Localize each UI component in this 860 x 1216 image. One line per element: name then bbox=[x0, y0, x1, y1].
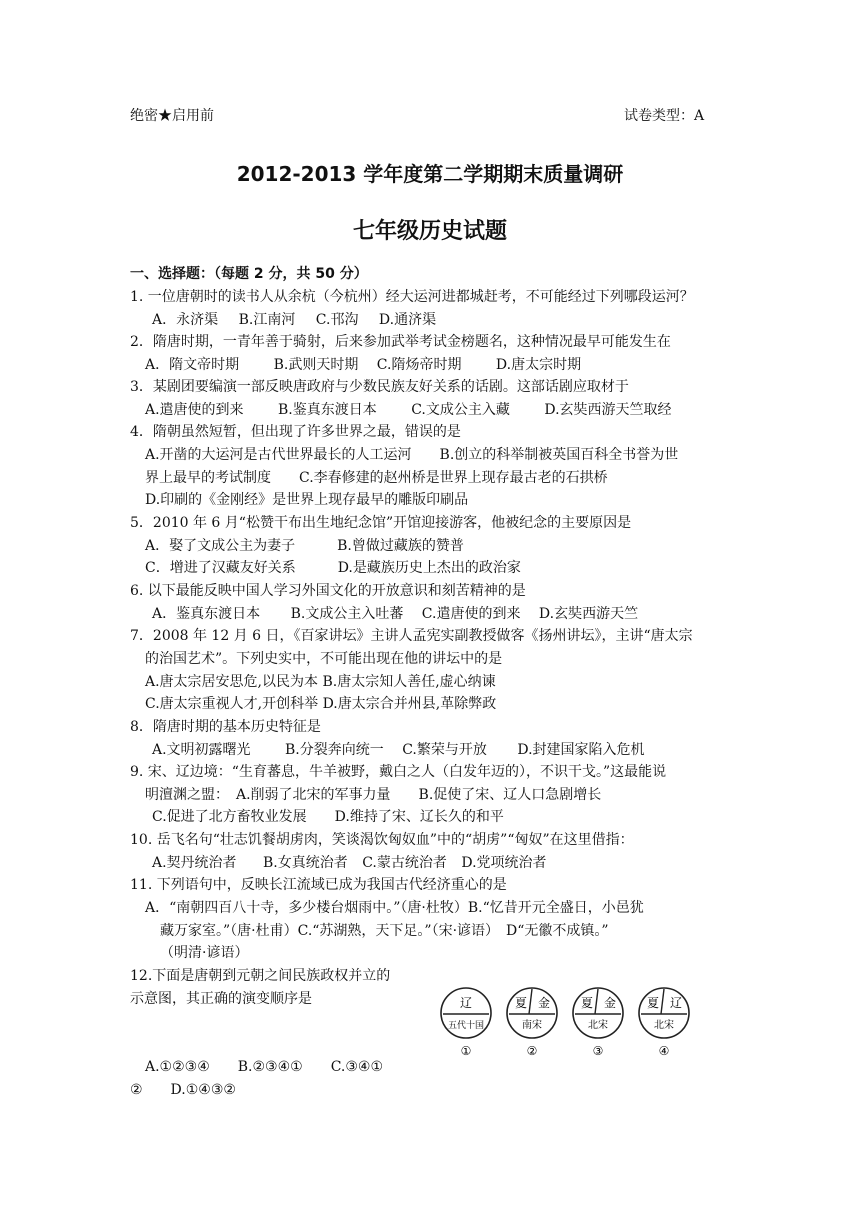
question-12-line-2: ② D.①④③② bbox=[130, 1082, 236, 1098]
question-10-options bbox=[152, 853, 563, 873]
exam-subtitle: 七年级历史试题 bbox=[352, 219, 507, 244]
exam-title: 2012-2013 学年度第二学期期末质量调研 bbox=[236, 162, 624, 186]
question-6-options bbox=[152, 604, 654, 624]
question-11-stem: 11. 下列语句中，反映长江流域已成为我国古代经济重心的是 bbox=[130, 877, 507, 893]
question-4-line-2: 界上最早的考试制度 C.李春修建的赵州桥是世界上现存最古老的石拱桥 bbox=[145, 470, 608, 486]
option-b: B.武则天时期 bbox=[273, 357, 359, 373]
question-5-line-1: A．娶了文成公主为妻子 B.曾做过藏族的赞普 bbox=[145, 538, 464, 554]
diagram-top-label: 辽 bbox=[459, 996, 473, 1010]
question-7-line-2: C.唐太宗重视人才,开创科举 D.唐太宗合并州县,革除弊政 bbox=[145, 696, 497, 712]
question-8-stem: 8．隋唐时期的基本历史特征是 bbox=[130, 719, 321, 735]
diagram-top-label: 夏 bbox=[514, 996, 528, 1010]
question-9-stem: 9. 宋、辽边境：“生育蕃息，牛羊被野，戴白之人（白发年迈的），不识干戈。”这最能说 bbox=[130, 764, 667, 780]
diagram-top-label: 金 bbox=[537, 996, 551, 1010]
option-c: C.隋炀帝时期 bbox=[376, 357, 462, 373]
option-d: D.玄奘西游天竺 bbox=[538, 606, 639, 622]
diagram-top-label: 金 bbox=[603, 996, 617, 1010]
option-d: D.唐太宗时期 bbox=[495, 357, 582, 373]
option-c: C.文成公主入藏 bbox=[411, 402, 510, 418]
option-c: C.遣唐使的到来 bbox=[421, 606, 521, 622]
option-c: C.蒙古统治者 bbox=[362, 855, 447, 871]
option-c: C.邗沟 bbox=[315, 312, 359, 328]
diagram-top-label: 辽 bbox=[669, 996, 683, 1010]
question-5-line-2: C．增进了汉藏友好关系 D.是藏族历史上杰出的政治家 bbox=[145, 560, 521, 576]
diagram-number: ③ bbox=[592, 1044, 604, 1057]
option-b: B.分裂奔向统一 bbox=[285, 742, 384, 758]
question-7-stem: 7．2008 年 12 月 6 日，《百家讲坛》主讲人孟宪实副教授做客《扬州讲坛》，主讲“唐太宗 bbox=[130, 628, 693, 644]
question-12-stem: 12.下面是唐朝到元朝之间民族政权并立的 bbox=[130, 968, 391, 984]
option-a: A．永济渠 bbox=[152, 312, 219, 328]
question-5-stem: 5．2010 年 6 月“松赞干布出生地纪念馆”开馆迎接游客，他被纪念的主要原因是 bbox=[130, 515, 632, 531]
option-d: D.封建国家陷入危机 bbox=[517, 742, 645, 758]
option-a: A.文明初露曙光 bbox=[152, 742, 251, 758]
diagram-number: ④ bbox=[658, 1044, 670, 1057]
diagram-bottom-label: 北宋 bbox=[588, 1020, 608, 1031]
question-12-stem-2: 示意图，其正确的演变顺序是 bbox=[130, 991, 312, 1007]
option-d: D.通济渠 bbox=[378, 312, 437, 328]
option-b: B.文成公主入吐蕃 bbox=[290, 606, 404, 622]
diagram-number: ① bbox=[460, 1044, 472, 1057]
question-7-line-1: A.唐太宗居安思危,以民为本 B.唐太宗知人善任,虚心纳谏 bbox=[145, 674, 496, 690]
option-d: D.党项统治者 bbox=[461, 855, 547, 871]
question-4-line-3: D.印刷的《金刚经》是世界上现存最早的雕版印刷品 bbox=[145, 492, 469, 508]
diagram-bottom-label: 五代十国 bbox=[447, 1021, 485, 1031]
question-1-options bbox=[152, 310, 452, 330]
option-c: C.繁荣与开放 bbox=[402, 742, 487, 758]
question-4-stem: 4．隋朝虽然短暂，但出现了许多世界之最，错误的是 bbox=[130, 424, 461, 440]
question-6-stem: 6. 以下最能反映中国人学习外国文化的开放意识和刻苦精神的是 bbox=[130, 583, 526, 599]
option-a: A．隋文帝时期 bbox=[145, 357, 240, 373]
question-9-line-1: C.促进了北方畜牧业发展 D.维持了宋、辽长久的和平 bbox=[152, 809, 504, 825]
question-2-stem: 2．隋唐时期，一青年善于骑射，后来参加武举考试金榜题名，这种情况最早可能发生在 bbox=[130, 334, 671, 350]
section-heading: 一、选择题：（每题 2 分，共 50 分） bbox=[130, 266, 368, 282]
exam-header-right: 试卷类型：A bbox=[624, 108, 705, 124]
question-3-stem: 3．某剧团要编演一部反映唐政府与少数民族友好关系的话剧。这部话剧应取材于 bbox=[130, 379, 629, 395]
question-11-line-1: A．“南朝四百八十寺，多少楼台烟雨中。”（唐·杜牧）B.“忆昔开元全盛日，小邑犹 bbox=[145, 900, 644, 916]
option-a: A.契丹统治者 bbox=[152, 855, 237, 871]
diagram-top-label: 夏 bbox=[646, 996, 660, 1010]
option-b: B.江南河 bbox=[238, 312, 296, 328]
question-10-stem: 10. 岳飞名句“壮志饥餐胡虏肉，笑谈渴饮匈奴血”中的“胡虏”“匈奴”在这里借指： bbox=[130, 832, 634, 848]
option-b: B.鉴真东渡日本 bbox=[278, 402, 377, 418]
question-11-line-2: 藏万家室。”（唐·杜甫）C.“苏湖熟，天下足。”（宋·谚语） D“无徽不成镇。” bbox=[160, 923, 609, 939]
diagram-number: ② bbox=[526, 1044, 538, 1057]
question-2-options bbox=[145, 355, 597, 375]
question-8-options bbox=[152, 740, 661, 760]
diagram-top-label: 夏 bbox=[580, 996, 594, 1010]
question-3-options bbox=[145, 400, 688, 420]
diagram-bottom-label: 南宋 bbox=[522, 1020, 542, 1031]
option-a: A．鉴真东渡日本 bbox=[152, 606, 261, 622]
dynasty-regimes-diagram bbox=[430, 985, 720, 1057]
question-9-stem-2: 明澶渊之盟： A.削弱了北宋的军事力量 B.促使了宋、辽人口急剧增长 bbox=[145, 787, 602, 803]
option-d: D.玄奘西游天竺取经 bbox=[544, 402, 672, 418]
question-11-line-3: （明清·谚语） bbox=[160, 945, 249, 961]
diagram-bottom-label: 北宋 bbox=[654, 1020, 674, 1031]
question-12-line-1: A.①②③④ B.②③④① C.③④① bbox=[145, 1059, 384, 1075]
question-4-line-1: A.开凿的大运河是古代世界最长的人工运河 B.创立的科举制被英国百科全书誉为世 bbox=[145, 447, 679, 463]
exam-header-left: 绝密★启用前 bbox=[130, 108, 214, 124]
question-7-stem-2: 的治国艺术”。下列史实中，不可能出现在他的讲坛中的是 bbox=[145, 651, 503, 667]
option-a: A.遣唐使的到来 bbox=[145, 402, 244, 418]
option-b: B.女真统治者 bbox=[263, 855, 348, 871]
question-1-stem: 1. 一位唐朝时的读书人从余杭（今杭州）经大运河进都城赶考，不可能经过下列哪段运河？ bbox=[130, 289, 694, 305]
